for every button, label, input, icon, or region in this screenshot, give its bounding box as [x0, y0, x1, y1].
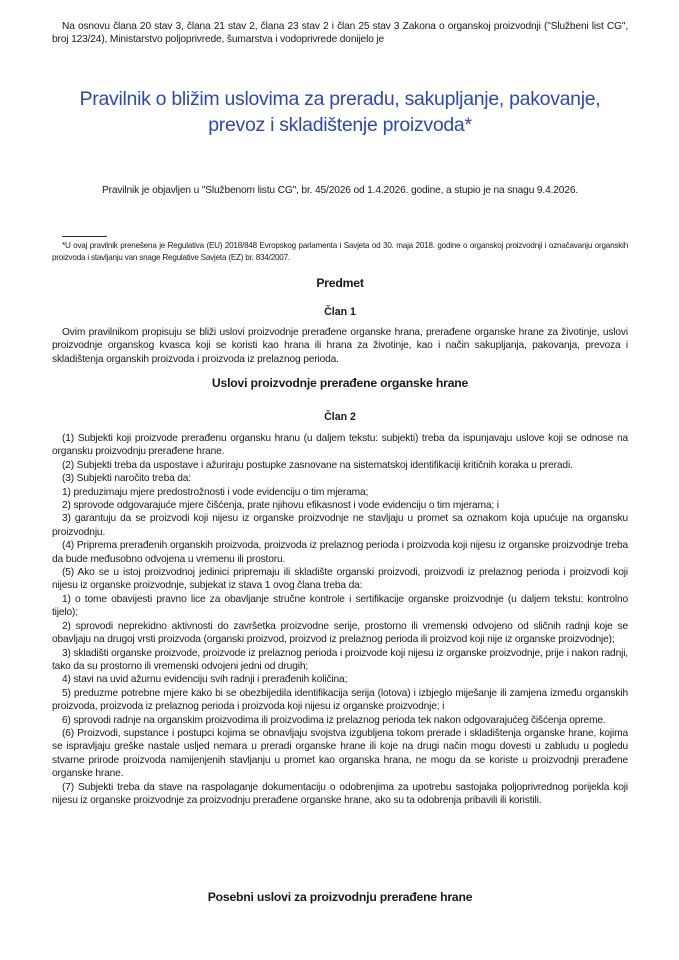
article-heading-1: Član 1	[324, 306, 356, 318]
title-line-1: Pravilnik o bližim uslovima za preradu, sakupljanje, pakovanje,	[79, 88, 601, 110]
article-heading-2: Član 2	[324, 411, 356, 423]
section-heading-predmet: Predmet	[316, 276, 364, 290]
paragraph-3-item-3: 3) garantuju da se proizvodi koji nijesu iz organske proizvodnje ne stavljaju u promet sa oznakom koja upućuje na organsku proizvodnju.	[52, 513, 628, 538]
paragraph-2: (2) Subjekti treba da uspostave i ažuriraju postupke zasnovane na sistematskoj identifikaciji kritičnih koraka u preradi.	[62, 459, 573, 471]
publication-info: Pravilnik je objavljen u "Službenom listu CG", br. 45/2026 od 1.4.2026. godine, a stupio je na snagu 9.4.2026.	[101, 185, 579, 196]
section-heading-posebni: Posebni uslovi za proizvodnju prerađene hrane	[207, 890, 473, 904]
paragraph-1: (1) Subjekti koji proizvode prerađenu organsku hranu (u daljem tekstu: subjekti) treba da ispunjavaju uslove koji se odnose na organsku proizvodnju prerađene hrane.	[52, 433, 628, 458]
paragraph-5-item-3: 3) skladišti organske proizvode, proizvode iz prelaznog perioda i proizvode koji nijesu iz organske proizvodnje, prije i nakon radnji, tako da su prostorno ili vremenski odvojeni jedni od drugih;	[52, 647, 628, 672]
paragraph-5-item-1: 1) o tome obavijesti pravno lice za obavljanje stručne kontrole i sertifikacije organske proizvodnje (u daljem tekstu: kontrolno tijelo);	[52, 593, 628, 619]
paragraph-5-item-5: 5) preduzme potrebne mjere kako bi se obezbijedila identifikacija serija (lotova) i izbjeglo miješanje ili zamjena između organskih proizvoda, proizvoda iz prelaznog perioda i proizvoda koji nijesu iz organske proizvodnje; i	[52, 687, 628, 713]
paragraph-7: (7) Subjekti treba da stave na raspolaganje dokumentaciju o odobrenjima za upotrebu sastojaka poljoprivrednog porijekla koji nijesu iz organske proizvodnje za proizvodnju prerađene organske hrane, ako su ta odobrenja pribavili ili koristili.	[52, 781, 628, 806]
footnote: *U ovaj pravilnik prenešena je Regulativa (EU) 2018/848 Evropskog parlamenta i Savjeta od 30. maja 2018. godine o organskoj proizvodnji i označavanju organskih proizvoda i stavljanju van snage Regulative Savjeta (EZ) br. 834/2007.	[52, 241, 628, 262]
paragraph-4: (4) Priprema prerađenih organskih proizvoda, proizvoda iz prelaznog perioda i proizvoda koji nijesu iz organske proizvodnje treba da bude međusobno odvojena u vremenu ili prostoru.	[52, 540, 628, 565]
paragraph-5-item-6: 6) sprovodi radnje na organskim proizvodima ili proizvodima iz prelaznog perioda tek nakon odgovarajućeg čišćenja opreme.	[62, 714, 606, 726]
title-line-2: prevoz i skladištenje proizvoda*	[208, 114, 472, 136]
paragraph-3-item-2: 2) sprovode odgovarajuće mjere čišćenja, prate njihovu efikasnost i vode evidenciju o tim mjerama; i	[62, 500, 499, 512]
paragraph-6: (6) Proizvodi, supstance i postupci kojima se obnavljaju svojstva izgubljena tokom prerade i skladištenja organske hrane, kojima se ispravljaju greške nastale usljed nemara u preradi organske hrane ili koje na drugi način mogu dovesti u zabludu u pogledu stvarne prirode proizvoda namijenjenih stavljanju u promet kao organska hrana, ne mogu da se koriste u proizvodnji prerađene organske hrane.	[52, 727, 628, 780]
paragraph-3-item-1: 1) preduzimaju mjere predostrožnosti i vode evidenciju o tim mjerama;	[62, 486, 369, 498]
paragraph-5-item-2: 2) sprovodi neprekidno aktivnosti do završetka proizvodne serije, prostorno ili vremenski odvojeno od sličnih radnji koje se obavljaju na drugoj vrsti proizvoda (organski proizvod, proizvod iz prelaznog perioda ili proizvod koji nije iz organske proizvodnje);	[52, 620, 628, 646]
article-1-text: Ovim pravilnikom propisuju se bliži uslovi proizvodnje prerađene organske hrana, prerađene organske hrane za životinje, uslovi proizvodnje organskog kvasca koji se koristi kao hrana ili hrana za životinje, kao i način sakupljanja, pakovanja, prevoza i skladištenja organskih proizvoda i proizvoda iz prelaznog perioda.	[52, 327, 628, 365]
paragraph-5-item-4: 4) stavi na uvid ažurnu evidenciju svih radnji i prerađenih količina;	[62, 674, 348, 686]
paragraph-5: (5) Ako se u istoj proizvodnoj jedinici pripremaju ili skladište organski proizvodi, proizvodi iz prelaznog perioda i proizvodi koji nijesu iz organske proizvodnje, subjekat iz stava 1 ovog člana treba da:	[52, 567, 628, 592]
paragraph-3: (3) Subjekti naročito treba da:	[62, 473, 191, 485]
section-heading-uslovi: Uslovi proizvodnje prerađene organske hrane	[211, 376, 469, 390]
article-2-body	[52, 432, 628, 807]
preamble: Na osnovu člana 20 stav 3, člana 21 stav 2, člana 23 stav 2 i član 25 stav 3 Zakona o organskoj proizvodnji ("Službeni list CG", broj 123/24), Ministarstvo poljoprivrede, šumarstva i vodoprivrede donijelo je	[52, 21, 628, 46]
footnote-divider	[62, 236, 107, 237]
document-title	[52, 86, 628, 138]
